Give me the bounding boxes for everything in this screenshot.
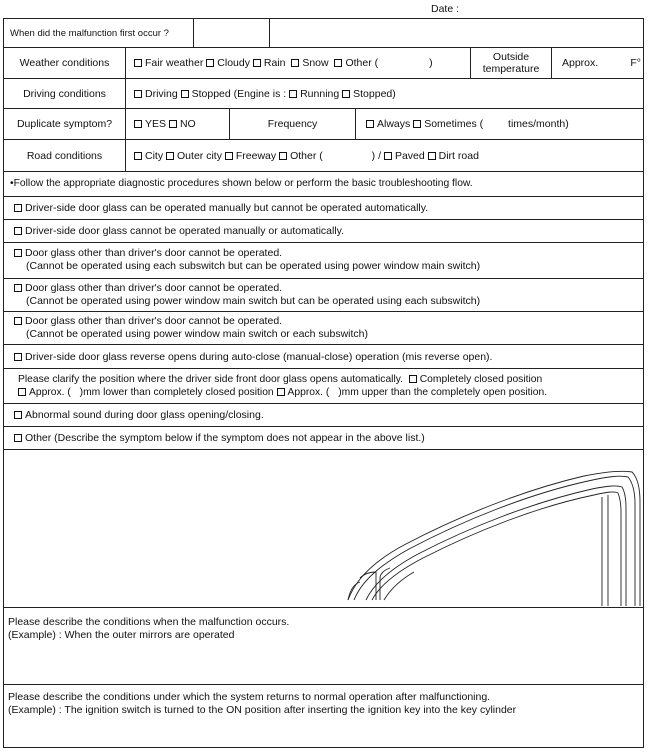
symptom-3-checkbox[interactable] <box>14 249 22 257</box>
describe-recovery-example: (Example) : The ignition switch is turned to the ON position after inserting the ignition key into the key cylinder <box>8 704 517 716</box>
paved-checkbox[interactable] <box>384 152 392 160</box>
symptom-1-checkbox[interactable] <box>14 204 22 212</box>
door-illustration-area <box>4 450 643 608</box>
dirt-road-checkbox[interactable] <box>428 152 436 160</box>
other-weather-label: Other ( <box>345 57 379 69</box>
instruction-text: •Follow the appropriate diagnostic procedures shown below or perform the basic troubleshooting flow. <box>10 178 473 189</box>
yes-label: YES <box>145 118 167 130</box>
stopped-label: Stopped (Engine is : <box>191 87 287 100</box>
symptom-1-text: Driver-side door glass can be operated manually but cannot be operated automatically. <box>25 202 429 214</box>
road-label: Road conditions <box>26 149 103 162</box>
weather-row <box>4 47 643 79</box>
other-road-label: Other ( <box>290 149 323 162</box>
weather-label: Weather conditions <box>19 57 110 69</box>
symptom-5 <box>4 312 643 345</box>
symptom-9-checkbox[interactable] <box>14 434 22 442</box>
describe-recovery-text: Please describe the conditions under which the system returns to normal operation after malfunctioning. <box>8 691 491 703</box>
approx-label: Approx. <box>562 57 599 69</box>
outside-temp-label-2: temperature <box>482 63 540 75</box>
symptom-4-checkbox[interactable] <box>14 284 22 292</box>
symptom-3 <box>4 243 643 279</box>
approx-lower-label: Approx. ( <box>29 387 71 398</box>
temp-unit: F° <box>630 57 641 69</box>
symptom-6-text: Driver-side door glass reverse opens during auto-close (manual-close) operation (mis reverse open). <box>25 351 493 363</box>
symptom-8 <box>4 404 643 427</box>
approx-upper-label: Approx. ( <box>287 387 330 398</box>
outer-city-checkbox[interactable] <box>166 152 174 160</box>
symptom-1 <box>4 197 643 220</box>
outer-city-label: Outer city <box>177 149 222 162</box>
symptom-2-checkbox[interactable] <box>14 227 22 235</box>
symptom-3-detail: (Cannot be operated using each subswitch but can be operated using power window main switch) <box>26 260 481 272</box>
symptom-6 <box>4 345 643 369</box>
other-weather-close: ) <box>429 57 433 69</box>
completely-closed-checkbox[interactable] <box>409 375 417 383</box>
date-label: Date : <box>431 3 460 15</box>
symptom-8-text: Abnormal sound during door glass opening/closing. <box>25 409 264 421</box>
diagnostic-form <box>3 18 644 748</box>
symptom-4-text: Door glass other than driver's door cannot be operated. <box>25 282 283 294</box>
rain-label: Rain <box>263 57 286 69</box>
rain-checkbox[interactable] <box>253 59 261 67</box>
running-checkbox[interactable] <box>289 90 297 98</box>
no-checkbox[interactable] <box>169 120 177 128</box>
cloudy-label: Cloudy <box>217 57 250 69</box>
sometimes-label: Sometimes ( <box>424 118 484 130</box>
city-label: City <box>145 149 164 162</box>
times-label: times/month) <box>508 118 569 130</box>
symptom-8-checkbox[interactable] <box>14 411 22 419</box>
snow-checkbox[interactable] <box>291 59 299 67</box>
city-checkbox[interactable] <box>134 152 142 160</box>
malfunction-row <box>4 19 643 48</box>
always-checkbox[interactable] <box>366 120 374 128</box>
driving-label: Driving conditions <box>23 87 106 100</box>
symptom-3-text: Door glass other than driver's door cannot be operated. <box>25 247 283 259</box>
symptom-7 <box>4 369 643 404</box>
frequency-label: Frequency <box>267 118 318 130</box>
symptom-6-checkbox[interactable] <box>14 353 22 361</box>
completely-closed-label: Completely closed position <box>419 374 543 385</box>
dirt-road-label: Dirt road <box>438 149 479 162</box>
malfunction-question: When did the malfunction first occur ? <box>10 27 169 39</box>
paved-label: Paved <box>394 149 425 162</box>
symptom-2-text: Driver-side door glass cannot be operated manually or automatically. <box>25 225 345 237</box>
door-glass-illustration <box>4 450 643 607</box>
symptom-9-text: Other (Describe the symptom below if the symptom does not appear in the above list.) <box>25 432 425 444</box>
engine-stopped-label: Stopped) <box>353 87 396 100</box>
road-row <box>4 140 643 172</box>
describe-conditions-example: (Example) : When the outer mirrors are operated <box>8 629 235 641</box>
other-weather-checkbox[interactable] <box>334 59 342 67</box>
approx-upper-checkbox[interactable] <box>277 388 285 396</box>
symptom-4 <box>4 279 643 312</box>
running-label: Running <box>300 87 340 100</box>
malfunction-date-field[interactable] <box>194 19 270 48</box>
duplicate-row <box>4 109 643 140</box>
instruction-row <box>4 172 643 197</box>
symptom-5-text: Door glass other than driver's door cannot be operated. <box>25 315 283 327</box>
symptom-5-checkbox[interactable] <box>14 317 22 325</box>
engine-stopped-checkbox[interactable] <box>342 90 350 98</box>
approx-upper-text: )mm upper than the completely open position. <box>338 387 548 398</box>
freeway-checkbox[interactable] <box>225 152 233 160</box>
approx-lower-text: )mm lower than completely closed position <box>79 387 274 398</box>
driving-option-label: Driving <box>145 87 178 100</box>
sometimes-checkbox[interactable] <box>413 120 421 128</box>
always-label: Always <box>377 118 411 130</box>
symptom-9 <box>4 427 643 450</box>
symptom-2 <box>4 220 643 243</box>
freeway-label: Freeway <box>235 149 277 162</box>
snow-label: Snow <box>302 57 329 69</box>
no-label: NO <box>179 118 196 130</box>
road-separator: ) / <box>371 149 382 162</box>
describe-conditions-text: Please describe the conditions when the malfunction occurs. <box>8 616 290 628</box>
fair-weather-checkbox[interactable] <box>134 59 142 67</box>
describe-conditions-box[interactable] <box>4 608 643 685</box>
approx-lower-checkbox[interactable] <box>18 388 26 396</box>
outside-temp-label-1: Outside <box>492 51 530 63</box>
duplicate-label: Duplicate symptom? <box>16 118 113 130</box>
symptom-5-detail: (Cannot be operated using power window main switch or each subswitch) <box>26 328 369 340</box>
other-road-checkbox[interactable] <box>279 152 287 160</box>
symptom-7-text: Please clarify the position where the driver side front door glass opens automatically. <box>18 374 403 385</box>
describe-recovery-box[interactable] <box>4 685 643 747</box>
symptom-4-detail: (Cannot be operated using power window main switch but can be operated using each subswitch) <box>26 295 481 307</box>
driving-row <box>4 79 643 109</box>
yes-checkbox[interactable] <box>134 120 142 128</box>
stopped-checkbox[interactable] <box>181 90 189 98</box>
cloudy-checkbox[interactable] <box>206 59 214 67</box>
driving-checkbox[interactable] <box>134 90 142 98</box>
fair-weather-label: Fair weather <box>145 57 204 69</box>
